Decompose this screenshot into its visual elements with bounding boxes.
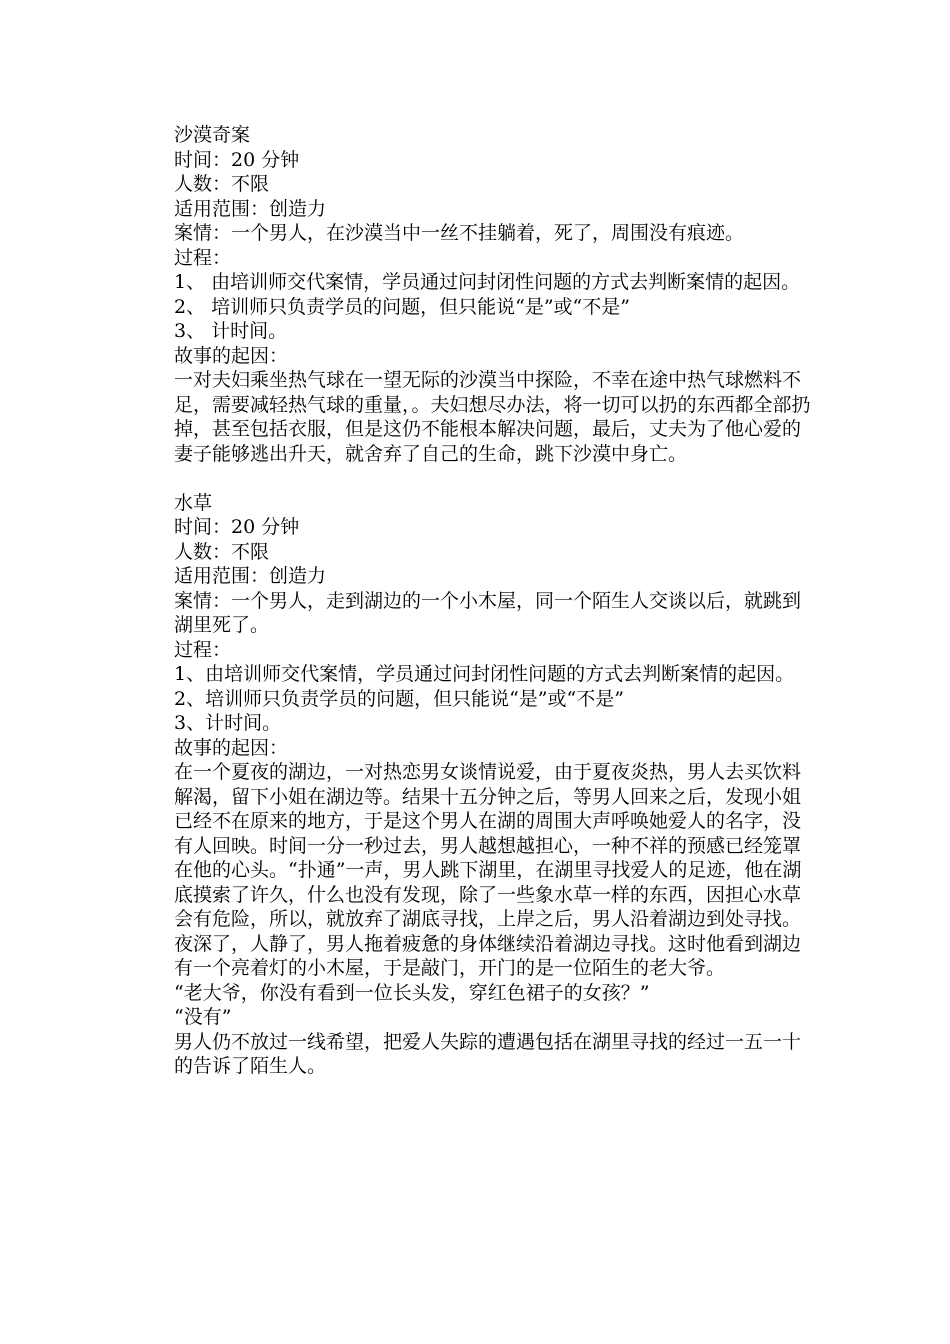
process-label: 过程： bbox=[174, 246, 232, 269]
case-title: 沙漠奇案 bbox=[174, 124, 251, 146]
time-line: 时间：20 分钟 bbox=[174, 148, 300, 171]
process-step: 3、计时间。 bbox=[174, 712, 282, 734]
dialogue-line: “没有” bbox=[174, 1006, 232, 1028]
dialogue-line: “老大爷，你没有看到一位长头发，穿红色裙子的女孩？” bbox=[174, 981, 650, 1004]
process-step: 1、 由培训师交代案情，学员通过问封闭性问题的方式去判断案情的起因。 bbox=[174, 271, 801, 293]
story-paragraph: 在一个夏夜的湖边，一对热恋男女谈情说爱，由于夏夜炎热，男人去买饮料解渴，留下小姐在湖边等。结果十五分钟之后，等男人回来之后，发现小姐已经不在原来的地方，于是这个男人在湖的周围大声呼唤她爱人的名字，没有人回映。时间一分一秒过去，男人越想越担心，一种不祥的预感已经笼罩在他的心头。“扑通”一声，男人跳下湖里，在湖里寻找爱人的足迹，他在湖底摸索了许久，什么也没有发现，除了一些象水草一样的东西，因担心水草会有危险，所以，就放弃了湖底寻找，上岸之后，男人沿着湖边到处寻找。夜深了，人静了，男人拖着疲惫的身体继续沿着湖边寻找。这时他看到湖边有一个亮着灯的小木屋，于是敲门，开门的是一位陌生的老大爷。 bbox=[174, 761, 802, 979]
scope-line: 适用范围：创造力 bbox=[174, 565, 327, 587]
story-paragraph: 一对夫妇乘坐热气球在一望无际的沙漠当中探险，不幸在途中热气球燃料不足，需要减轻热气球的重量，。夫妇想尽办法，将一切可以扔的东西都全部扔掉，甚至包括衣服，但是这仍不能根本解决问题，最后，丈夫为了他心爱的妻子能够逃出升天，就舍弃了自己的生命，跳下沙漠中身亡。 bbox=[174, 369, 811, 465]
process-step: 1、由培训师交代案情，学员通过问封闭性问题的方式去判断案情的起因。 bbox=[174, 663, 795, 685]
case-section-desert bbox=[174, 123, 818, 466]
process-step: 2、 培训师只负责学员的问题，但只能说“是”或“不是” bbox=[174, 295, 630, 318]
process-step: 3、 计时间。 bbox=[174, 320, 288, 342]
document-page bbox=[174, 123, 818, 1079]
people-line: 人数：不限 bbox=[174, 540, 270, 563]
people-line: 人数：不限 bbox=[174, 173, 270, 195]
process-label: 过程： bbox=[174, 638, 232, 661]
scope-line: 适用范围：创造力 bbox=[174, 197, 327, 220]
case-section-waterweed bbox=[174, 491, 818, 1079]
process-step: 2、培训师只负责学员的问题，但只能说“是”或“不是” bbox=[174, 687, 624, 710]
case-title: 水草 bbox=[174, 491, 213, 514]
story-label: 故事的起因： bbox=[174, 344, 289, 367]
time-line: 时间：20 分钟 bbox=[174, 516, 300, 538]
section-spacer bbox=[174, 466, 818, 491]
case-description: 案情：一个男人，在沙漠当中一丝不挂躺着，死了，周围没有痕迹。 bbox=[174, 222, 745, 244]
case-description: 案情：一个男人，走到湖边的一个小木屋，同一个陌生人交谈以后，就跳到湖里死了。 bbox=[174, 589, 802, 636]
story-label: 故事的起因： bbox=[174, 736, 289, 759]
ending-paragraph: 男人仍不放过一线希望，把爱人失踪的遭遇包括在湖里寻找的经过一五一十的告诉了陌生人。 bbox=[174, 1030, 802, 1077]
